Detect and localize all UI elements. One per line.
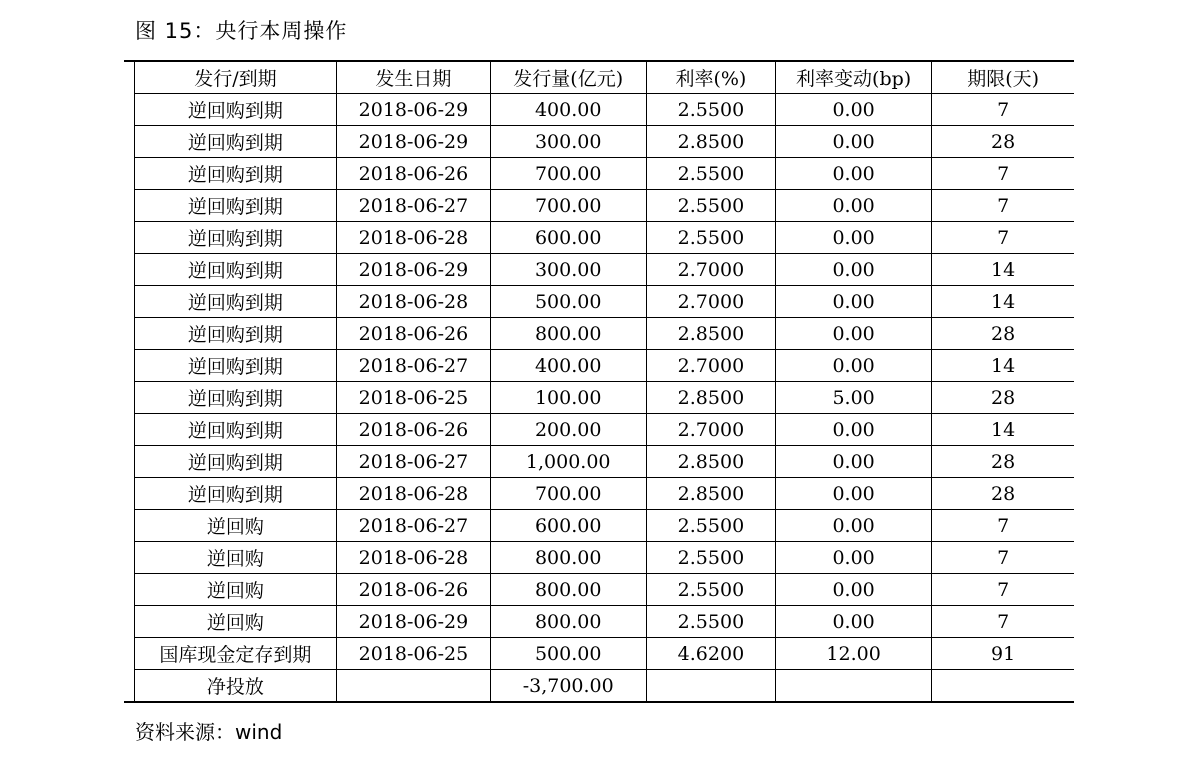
cell-rate-change: 0.00	[775, 510, 931, 542]
cell-term: 7	[932, 510, 1074, 542]
cell-type: 逆回购到期	[134, 414, 337, 446]
table-row	[124, 190, 1074, 222]
cell-term: 91	[932, 638, 1074, 670]
table-row	[124, 350, 1074, 382]
table-margin-cell	[124, 574, 134, 606]
cell-date: 2018-06-27	[337, 510, 490, 542]
figure-caption: 图 15：央行本周操作	[135, 19, 348, 43]
cell-rate-change: 0.00	[775, 222, 931, 254]
table-margin-cell	[124, 158, 134, 190]
cell-rate: 2.5500	[646, 542, 775, 574]
cell-date: 2018-06-29	[337, 94, 490, 126]
cell-rate: 2.8500	[646, 318, 775, 350]
cell-rate-change: 0.00	[775, 158, 931, 190]
cell-rate: 2.5500	[646, 606, 775, 638]
cell-rate-change: 0.00	[775, 94, 931, 126]
cell-rate: 2.5500	[646, 510, 775, 542]
cell-date: 2018-06-29	[337, 254, 490, 286]
cell-date: 2018-06-28	[337, 542, 490, 574]
cell-amount: 300.00	[490, 126, 646, 158]
cell-amount: 400.00	[490, 94, 646, 126]
header-date: 发生日期	[337, 61, 490, 94]
cell-rate-change: 5.00	[775, 382, 931, 414]
cell-amount: 700.00	[490, 478, 646, 510]
cell-rate-change: 0.00	[775, 446, 931, 478]
cell-rate: 2.8500	[646, 126, 775, 158]
cell-date: 2018-06-25	[337, 638, 490, 670]
cell-term: 28	[932, 318, 1074, 350]
cell-date: 2018-06-27	[337, 350, 490, 382]
cell-rate: 2.8500	[646, 446, 775, 478]
table-row	[124, 446, 1074, 478]
cell-term: 7	[932, 542, 1074, 574]
cell-type: 逆回购到期	[134, 126, 337, 158]
cell-type: 逆回购到期	[134, 222, 337, 254]
cell-term: 14	[932, 414, 1074, 446]
cell-term: 7	[932, 574, 1074, 606]
cell-type: 逆回购	[134, 542, 337, 574]
operations-table-container	[124, 60, 1074, 703]
table-margin-cell	[124, 286, 134, 318]
cell-rate: 4.6200	[646, 638, 775, 670]
cell-term: 14	[932, 286, 1074, 318]
cell-date: 2018-06-25	[337, 382, 490, 414]
table-row	[124, 126, 1074, 158]
table-margin-cell	[124, 446, 134, 478]
cell-rate-change: 0.00	[775, 542, 931, 574]
cell-term: 14	[932, 254, 1074, 286]
cell-type: 逆回购	[134, 606, 337, 638]
cell-term: 7	[932, 190, 1074, 222]
table-body	[124, 94, 1074, 703]
cell-type: 净投放	[134, 670, 337, 703]
cell-amount: -3,700.00	[490, 670, 646, 703]
table-header-row	[124, 61, 1074, 94]
table-margin-cell	[124, 318, 134, 350]
cell-rate: 2.5500	[646, 190, 775, 222]
cell-rate: 2.8500	[646, 382, 775, 414]
cell-amount: 600.00	[490, 222, 646, 254]
table-row	[124, 638, 1074, 670]
cell-amount: 800.00	[490, 318, 646, 350]
table-margin-cell	[124, 542, 134, 574]
table-row	[124, 222, 1074, 254]
cell-term: 7	[932, 94, 1074, 126]
cell-amount: 700.00	[490, 190, 646, 222]
cell-amount: 1,000.00	[490, 446, 646, 478]
cell-rate-change: 0.00	[775, 350, 931, 382]
cell-type: 逆回购到期	[134, 286, 337, 318]
table-margin-cell	[124, 126, 134, 158]
cell-type: 逆回购到期	[134, 478, 337, 510]
cell-type: 逆回购到期	[134, 382, 337, 414]
cell-date: 2018-06-27	[337, 446, 490, 478]
cell-rate-change: 0.00	[775, 606, 931, 638]
cell-type: 逆回购到期	[134, 254, 337, 286]
cell-term: 7	[932, 222, 1074, 254]
cell-type: 逆回购	[134, 510, 337, 542]
table-margin-cell	[124, 350, 134, 382]
table-margin-cell	[124, 606, 134, 638]
cell-term: 7	[932, 158, 1074, 190]
cell-date: 2018-06-26	[337, 414, 490, 446]
cell-rate: 2.8500	[646, 478, 775, 510]
cell-date: 2018-06-28	[337, 222, 490, 254]
cell-date: 2018-06-26	[337, 574, 490, 606]
cell-type: 逆回购到期	[134, 350, 337, 382]
table-row	[124, 670, 1074, 703]
table-margin-cell	[124, 510, 134, 542]
cell-amount: 500.00	[490, 286, 646, 318]
table-row	[124, 318, 1074, 350]
cell-rate: 2.5500	[646, 574, 775, 606]
cell-term: 28	[932, 126, 1074, 158]
cell-rate-change: 0.00	[775, 286, 931, 318]
table-row	[124, 606, 1074, 638]
cell-type: 逆回购到期	[134, 446, 337, 478]
cell-amount: 600.00	[490, 510, 646, 542]
cell-rate: 2.5500	[646, 94, 775, 126]
cell-amount: 700.00	[490, 158, 646, 190]
cell-amount: 400.00	[490, 350, 646, 382]
cell-rate: 2.7000	[646, 350, 775, 382]
cell-rate: 2.7000	[646, 414, 775, 446]
table-row	[124, 254, 1074, 286]
cell-rate: 2.7000	[646, 286, 775, 318]
cell-term	[932, 670, 1074, 703]
cell-rate: 2.7000	[646, 254, 775, 286]
cell-date: 2018-06-29	[337, 126, 490, 158]
cell-type: 逆回购到期	[134, 158, 337, 190]
table-margin-cell	[124, 222, 134, 254]
cell-amount: 300.00	[490, 254, 646, 286]
cell-term: 28	[932, 382, 1074, 414]
cell-rate-change: 0.00	[775, 414, 931, 446]
cell-date: 2018-06-28	[337, 286, 490, 318]
header-term: 期限(天)	[932, 61, 1074, 94]
cell-term: 14	[932, 350, 1074, 382]
cell-rate-change: 0.00	[775, 318, 931, 350]
table-margin-cell	[124, 414, 134, 446]
cell-type: 逆回购	[134, 574, 337, 606]
cell-rate-change: 0.00	[775, 190, 931, 222]
cell-rate-change	[775, 670, 931, 703]
cell-type: 国库现金定存到期	[134, 638, 337, 670]
table-row	[124, 382, 1074, 414]
cell-rate-change: 0.00	[775, 126, 931, 158]
table-margin-cell	[124, 670, 134, 703]
table-margin-cell	[124, 478, 134, 510]
cell-type: 逆回购到期	[134, 190, 337, 222]
cell-term: 28	[932, 478, 1074, 510]
cell-term: 7	[932, 606, 1074, 638]
table-row	[124, 158, 1074, 190]
cell-rate-change: 12.00	[775, 638, 931, 670]
cell-amount: 800.00	[490, 606, 646, 638]
table-row	[124, 510, 1074, 542]
cell-amount: 500.00	[490, 638, 646, 670]
cell-rate-change: 0.00	[775, 574, 931, 606]
cell-rate: 2.5500	[646, 222, 775, 254]
header-rate: 利率(%)	[646, 61, 775, 94]
table-row	[124, 478, 1074, 510]
table-row	[124, 94, 1074, 126]
header-issue-maturity: 发行/到期	[134, 61, 337, 94]
table-row	[124, 574, 1074, 606]
cell-term: 28	[932, 446, 1074, 478]
cell-rate-change: 0.00	[775, 254, 931, 286]
table-margin-cell	[124, 61, 134, 94]
cell-type: 逆回购到期	[134, 318, 337, 350]
cell-date: 2018-06-28	[337, 478, 490, 510]
table-margin-cell	[124, 254, 134, 286]
cell-date: 2018-06-27	[337, 190, 490, 222]
cell-amount: 200.00	[490, 414, 646, 446]
cell-date: 2018-06-26	[337, 158, 490, 190]
cell-date	[337, 670, 490, 703]
cell-rate-change: 0.00	[775, 478, 931, 510]
cell-rate	[646, 670, 775, 703]
table-margin-cell	[124, 190, 134, 222]
table-margin-cell	[124, 382, 134, 414]
source-note: 资料来源：wind	[135, 720, 283, 744]
cell-date: 2018-06-26	[337, 318, 490, 350]
cell-type: 逆回购到期	[134, 94, 337, 126]
cell-amount: 800.00	[490, 542, 646, 574]
cell-amount: 800.00	[490, 574, 646, 606]
table-row	[124, 542, 1074, 574]
table-row	[124, 286, 1074, 318]
table-margin-cell	[124, 94, 134, 126]
table-margin-cell	[124, 638, 134, 670]
table-row	[124, 414, 1074, 446]
cell-amount: 100.00	[490, 382, 646, 414]
header-rate-change: 利率变动(bp)	[775, 61, 931, 94]
operations-table	[124, 60, 1074, 703]
cell-date: 2018-06-29	[337, 606, 490, 638]
cell-rate: 2.5500	[646, 158, 775, 190]
header-amount: 发行量(亿元)	[490, 61, 646, 94]
